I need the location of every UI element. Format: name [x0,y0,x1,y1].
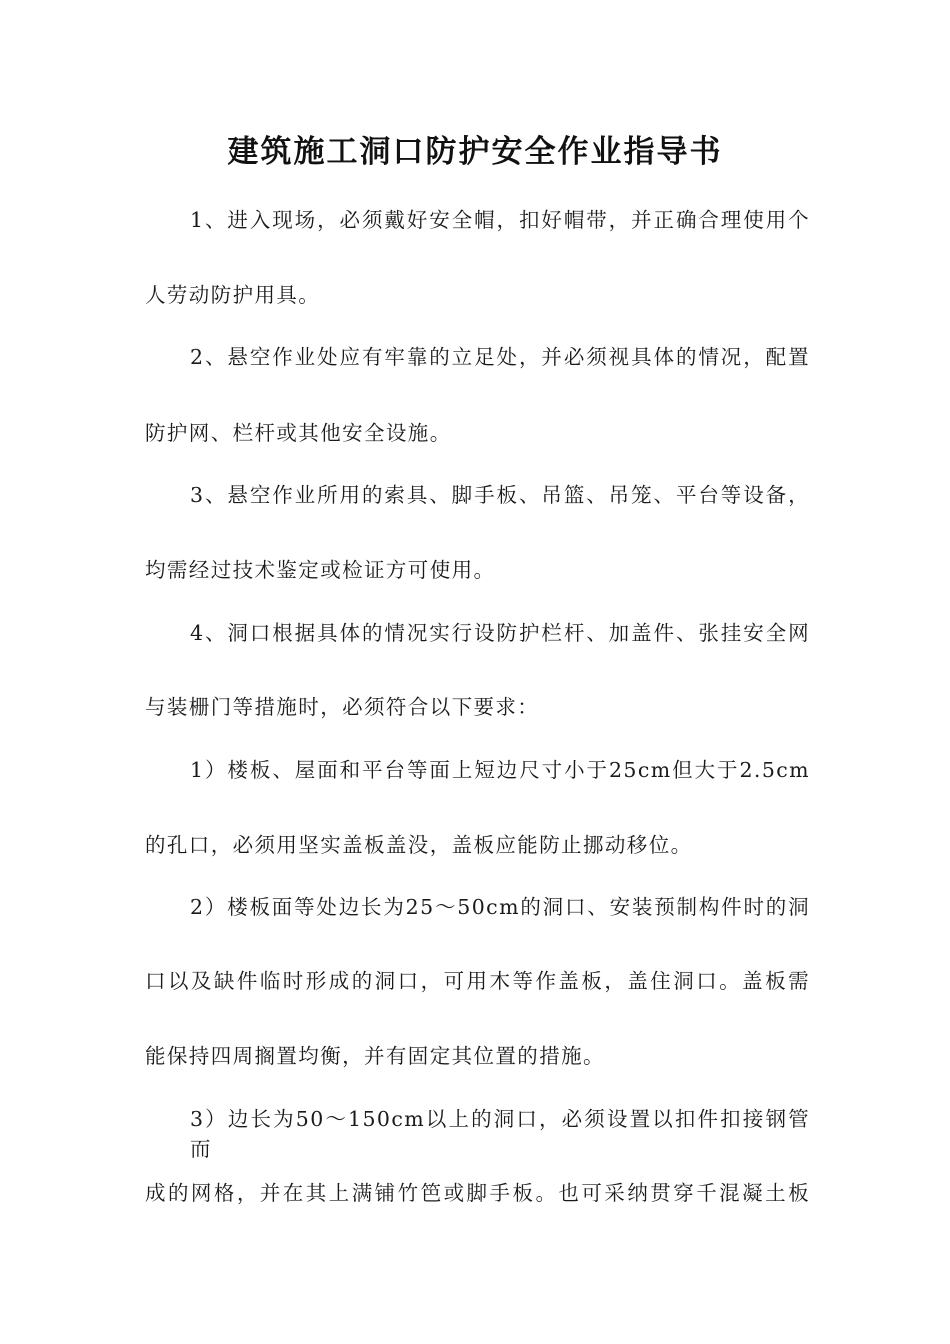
paragraph-4-line-2: 与装栅门等措施时，必须符合以下要求： [145,695,540,719]
paragraph-1-line-2: 人劳动防护用具。 [145,283,321,307]
document-title: 建筑施工洞口防护安全作业指导书 [227,134,723,170]
paragraph-1-line-1: 1、进入现场，必须戴好安全帽，扣好帽带，并正确合理使用个 [190,208,810,232]
paragraph-2-line-2: 防护网、栏杆或其他安全设施。 [145,421,452,445]
paragraph-3-line-2: 均需经过技术鉴定或检证方可使用。 [145,558,496,582]
item-2-line-2: 口以及缺件临时形成的洞口，可用木等作盖板，盖住洞口。盖板需 [145,969,810,993]
paragraph-3-line-1: 3、悬空作业所用的索具、脚手板、吊篮、吊笼、平台等设备， [190,483,810,507]
item-3-line-2: 成的网格，并在其上满铺竹笆或脚手板。也可采纳贯穿千混凝土板 [145,1181,810,1205]
item-3-line-1: 3）边长为50～150cm以上的洞口，必须设置以扣件扣接钢管而 [190,1107,810,1161]
item-1-line-2: 的孔口，必须用坚实盖板盖没，盖板应能防止挪动移位。 [145,833,693,857]
paragraph-4-line-1: 4、洞口根据具体的情况实行设防护栏杆、加盖件、张挂安全网 [190,621,810,645]
item-2-line-3: 能保持四周搁置均衡，并有固定其位置的措施。 [145,1044,605,1068]
paragraph-2-line-1: 2、悬空作业处应有牢靠的立足处，并必须视具体的情况，配置 [190,345,810,369]
item-1-line-1: 1）楼板、屋面和平台等面上短边尺寸小于25cm但大于2.5cm [190,758,810,782]
item-2-line-1: 2）楼板面等处边长为25～50cm的洞口、安装预制构件时的洞 [190,895,810,919]
